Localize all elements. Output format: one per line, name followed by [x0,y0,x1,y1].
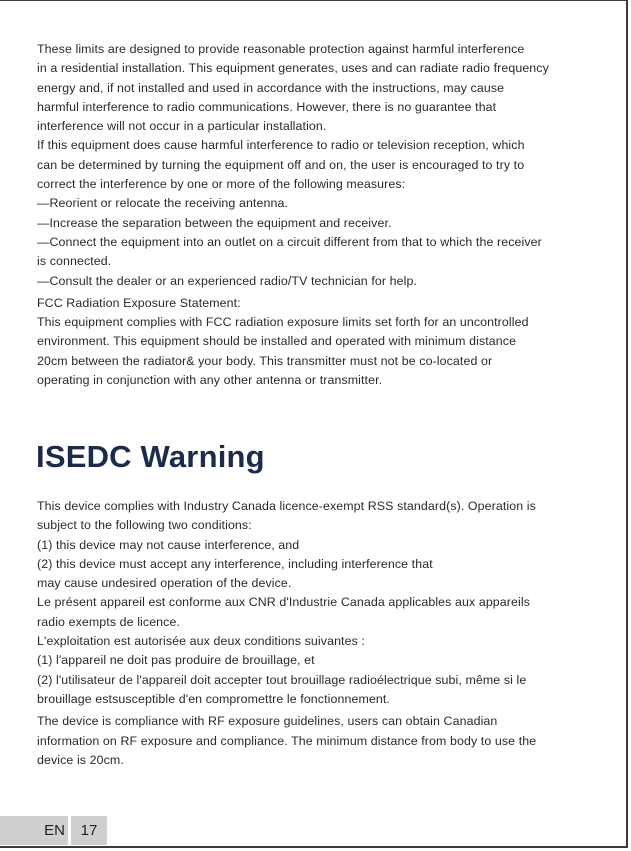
fcc-line: If this equipment does cause harmful interference to radio or television reception, which [37,138,525,153]
fcc-measure-item: —Increase the separation between the equipment and receiver. [37,215,392,230]
ised-line: may cause undesired operation of the device. [37,576,292,591]
fcc-line: in a residential installation. This equipment generates, uses and can radiate radio frequency [37,61,549,76]
fcc-statement-block [37,40,597,390]
fcc-line: operating in conjunction with any other antenna or transmitter. [37,373,383,388]
ised-line: The device is compliance with RF exposure guidelines, users can obtain Canadian [37,714,498,729]
ised-statement-block [37,497,597,770]
fcc-line: energy and, if not installed and used in accordance with the instructions, may cause [37,80,505,95]
fcc-line: interference will not occur in a particular installation. [37,119,327,134]
fcc-measure-item: —Reorient or relocate the receiving antenna. [37,196,288,211]
ised-line: This device complies with Industry Canada licence-exempt RSS standard(s). Operation is [37,499,536,513]
ised-line: radio exempts de licence. [37,614,181,629]
language-label: EN [0,816,68,845]
ised-line: device is 20cm. [37,752,124,767]
ised-line: information on RF exposure and compliance. The minimum distance from body to use the [37,733,537,748]
ised-line: L'exploitation est autorisée aux deux conditions suivantes : [37,634,365,649]
fcc-exposure-heading: FCC Radiation Exposure Statement: [37,295,241,310]
ised-warning-title: ISEDC Warning [36,439,265,474]
ised-line: Le présent appareil est conforme aux CNR d'Industrie Canada applicables aux appareils [37,595,531,610]
fcc-line: harmful interference to radio communications. However, there is no guarantee that [37,99,497,114]
page-footer [0,816,107,845]
ised-line: (1) this device may not cause interference, and [37,537,300,552]
fcc-measure-item: —Consult the dealer or an experienced radio/TV technician for help. [37,273,418,288]
fcc-line: environment. This equipment should be installed and operated with minimum distance [37,334,517,349]
ised-line: subject to the following two conditions: [37,518,252,533]
fcc-line: can be determined by turning the equipment off and on, the user is encouraged to try to [37,157,525,172]
ised-line: (2) l'utilisateur de l'appareil doit accepter tout brouillage radioélectrique subi, même si le [37,672,527,687]
fcc-line: These limits are designed to provide reasonable protection against harmful interference [37,42,525,56]
fcc-line: 20cm between the radiator& your body. This transmitter must not be co-located or [37,353,493,368]
ised-line: (2) this device must accept any interference, including interference that [37,556,433,571]
fcc-line: This equipment complies with FCC radiation exposure limits set forth for an uncontrolled [37,315,529,330]
fcc-measure-item: —Connect the equipment into an outlet on a circuit different from that to which the receiver [37,234,542,249]
fcc-line: correct the interference by one or more of the following measures: [37,177,406,192]
fcc-line: is connected. [37,254,112,269]
ised-line: brouillage estsusceptible d'en compromettre le fonctionnement. [37,691,390,706]
page-number: 17 [71,816,107,845]
ised-line: (1) l'appareil ne doit pas produire de brouillage, et [37,653,315,668]
